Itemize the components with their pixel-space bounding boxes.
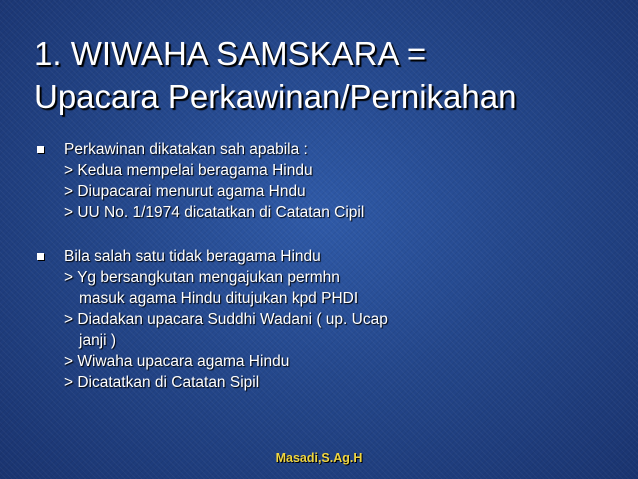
slide-title — [34, 32, 634, 118]
bullet-2-line: masuk agama Hindu ditujukan kpd PHDI — [79, 290, 359, 307]
title-line-1: 1. WIWAHA SAMSKARA = — [34, 35, 427, 72]
bullet-1-line: > Kedua mempelai beragama Hindu — [64, 162, 313, 179]
title-line-2: Upacara Perkawinan/Pernikahan — [34, 78, 517, 115]
footer-author: Masadi,S.Ag.H — [275, 451, 363, 465]
bullet-1-line: > Diupacarai menurut agama Hndu — [64, 183, 306, 200]
bullet-2-line: > Diadakan upacara Suddhi Wadani ( up. Ucap — [64, 311, 388, 328]
square-bullet-icon — [37, 253, 44, 260]
bullet-2-heading: Bila salah satu tidak beragama Hindu — [64, 248, 321, 265]
bullet-1-line: > UU No. 1/1974 dicatatkan di Catatan Cipil — [64, 204, 365, 221]
bullet-2-line: > Yg bersangkutan mengajukan permhn — [64, 269, 340, 286]
bullet-1-heading: Perkawinan dikatakan sah apabila : — [64, 141, 308, 158]
bullet-2-line: > Dicatatkan di Catatan Sipil — [64, 374, 260, 391]
square-bullet-icon — [37, 146, 44, 153]
bullet-2-line: > Wiwaha upacara agama Hindu — [64, 353, 290, 370]
bullet-2-line: janji ) — [79, 332, 117, 349]
